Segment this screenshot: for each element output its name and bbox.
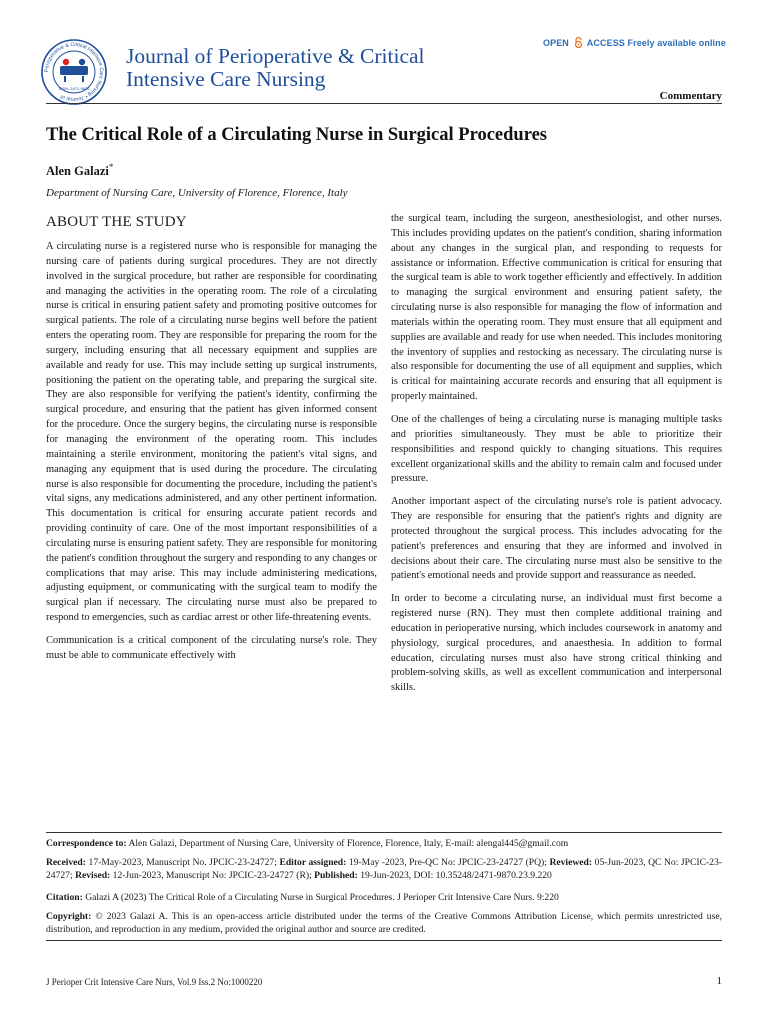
dates [46,856,722,882]
revised-label: Revised: [75,870,111,882]
citation-label: Citation: [46,892,83,903]
header-divider [46,103,722,104]
copyright-text: © 2023 Galazi A. This is an open-access article distributed under the terms of the Creative Commons Attribution License, which permits unrestricted use, distribution, and reproduction in any medium, provided the original author and source are credited. [46,911,722,936]
received-text: 17-May-2023, Manuscript No. JPCIC-23-24727; [88,857,277,868]
journal-title [126,45,506,91]
reviewed-text: 05-Jun-2023, QC No: JPCIC-23-24727; [46,857,722,882]
meta-divider-bottom [46,940,722,941]
journal-title-line2: Intensive Care Nursing [126,67,326,91]
affiliation: Department of Nursing Care, University of Florence, Florence, Italy [46,187,348,199]
author-mark: * [108,162,114,172]
left-column [46,212,377,672]
copyright-label: Copyright: [46,911,92,922]
journal-title-line1: Journal of Perioperative & Critical [126,44,425,68]
paragraph: the surgical team, including the surgeon, anesthesiologist, and other nurses. This includes providing updates on the patient's condition, sharing information about any changes in the surgical plan, and responding to requests for assistance or information. Effective communication is critical for ensuring that the surgical team is able to work together efficiently and effectively. In addition to managing the surgical environment and ensuring patient safety, the circulating nurse is also responsible for managing the flow of information and materials within the operating room. They must ensure that all equipment and supplies are available and ready for use when needed. This includes monitoring the inventory of supplies and restocking as necessary. The circulating nurse is also responsible for documenting the use of all equipment and supplies, which is critical for maintaining accurate records and ensuring that all equipment is properly maintained. [391,213,722,403]
paragraph: One of the challenges of being a circulating nurse is managing multiple tasks and priorities simultaneously. They must be able to prioritize their responsibilities and respond quickly to changing situations. This requires excellent organizational skills and the ability to remain calm and focused under pressure. [391,413,722,485]
editor-label: Editor assigned: [279,857,347,868]
section-heading: ABOUT THE STUDY [46,214,187,230]
author-name: Alen Galazi [46,164,109,179]
citation-text: Galazi A (2023) The Critical Role of a Circulating Nurse in Surgical Procedures. J Perioper Crit Intensive Care Nurs. 9:220 [85,892,559,903]
open-label: OPEN [543,38,569,48]
svg-text:ISSN: 2471-9870: ISSN: 2471-9870 [58,86,90,91]
copyright [46,910,722,936]
right-column [391,212,722,704]
received-label: Received: [46,857,86,868]
open-lock-icon [574,37,583,48]
revised-text: 12-Jun-2023, Manuscript No: JPCIC-23-24727 (R); [112,870,312,882]
correspondence-label: Correspondence to: [46,838,127,849]
access-label: ACCESS Freely available online [586,38,726,48]
citation [46,891,722,904]
paragraph: Another important aspect of the circulating nurse's role is patient advocacy. They are responsible for ensuring that the patient's rights and dignity are protected throughout the surgical process. This includes advocating for the patient's preferences and ensuring that they are informed and involved in decisions about their care. The circulating nurse must also be sensitive to the patient's emotional needs and provide support and reassurance as needed. [391,496,722,582]
journal-logo [38,38,110,106]
paragraph: Communication is a critical component of the circulating nurse's role. They must be able to communicate effectively with [46,634,377,661]
reviewed-label: Reviewed: [549,857,593,868]
paragraph: In order to become a circulating nurse, an individual must first become a registered nurse (RN). They must then complete additional training and education in perioperative nursing, which includes coursework in anatomy and physiology, surgical procedures, and anaesthesia. In addition to formal education, circulating nurses must also have strong critical thinking and problem-solving skills, as well as excellent communication and interpersonal skills. [391,593,722,694]
svg-text:Perioperative & Critical Inten: Perioperative & Critical Intensive Care Nursing • Journal of [43,41,105,103]
correspondence-text: Alen Galazi, Department of Nursing Care, University of Florence, Florence, Italy, E-mail: alengal445@gmail.com [128,838,569,849]
paragraph: A circulating nurse is a registered nurse who is responsible for managing the nursing care of patients during surgical procedures. They are not directly involved in the surgical procedure, but rather are responsible for coordinating and managing the activities in the operating room. The role of a circulating nurse is critical in ensuring patient safety and promoting positive outcomes for surgical patients. The role of a circulating nurse begins well before the patient enters the operating room. They are responsible for preparing the room for the surgery, including ensuring that all necessary equipment and supplies are available and ready for use. This may include setting up surgical instruments, positioning the patient on the operating table, and preparing the surgical site. They are also responsible for verifying the patient's identity, confirming the surgical procedure, and ensuring that the patient has given informed consent for the procedure. Once the surgery begins, the circulating nurse is responsible for managing the environment of the operating room. This includes maintaining a sterile environment, monitoring the patient's vital signs, and managing any equipment that is used during the procedure. The circulating nurse is also responsible for documenting the procedure, including the patient's vital signs, any medications administered, and any other pertinent information. This documentation is critical for ensuring accurate patient records and providing continuity of care. One of the most important responsibilities of a circulating nurse is ensuring patient safety. They are responsible for monitoring the patient's condition throughout the surgery and responding to any changes or complications that may arise. This may include administering medications, adjusting equipment, or communicating with the surgical team to modify the surgical plan if necessary. The circulating nurse must also be prepared to respond to emergencies, such as cardiac arrest or other life-threatening events. [46,241,377,624]
meta-divider-top [46,832,722,833]
open-access-badge [543,37,726,48]
published-label: Published: [314,870,358,882]
article-type: Commentary [659,90,722,102]
published-text: 19-Jun-2023, DOI: 10.35248/2471-9870.23.9.220 [360,870,552,882]
author [46,162,113,179]
footer-citation: J Perioper Crit Intensive Care Nurs, Vol.9 Iss.2 No:1000220 [46,977,263,987]
correspondence [46,837,722,850]
editor-text: 19-May -2023, Pre-QC No: JPCIC-23-24727 (PQ); [348,857,547,868]
article-title: The Critical Role of a Circulating Nurse in Surgical Procedures [46,125,547,145]
page-number: 1 [716,975,722,987]
